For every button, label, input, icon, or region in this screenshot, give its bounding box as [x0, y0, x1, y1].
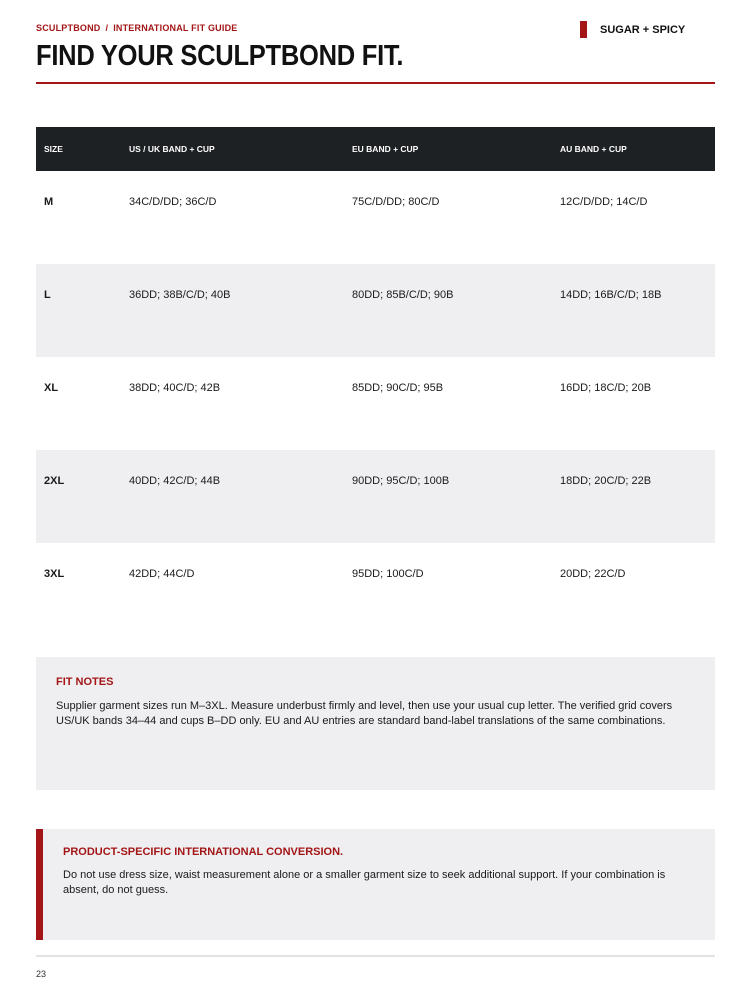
size-cell: XL	[44, 382, 59, 394]
breadcrumb-separator: /	[105, 23, 109, 33]
eu-cell: 85DD; 90C/D; 95B	[352, 382, 444, 394]
column-header-size: SIZE	[44, 144, 63, 154]
size-cell: 3XL	[44, 568, 65, 580]
eu-cell: 80DD; 85B/C/D; 90B	[352, 289, 454, 301]
fit-notes-panel	[36, 657, 715, 790]
fit-notes-body: Supplier garment sizes run M–3XL. Measure underbust firmly and level, then use your usual cup letter. The verified grid covers US/UK bands 34–44 and cups B–DD only. EU and AU entries are standard band-label translations of the same combinations.	[56, 700, 673, 727]
eu-cell: 75C/D/DD; 80C/D	[352, 196, 440, 208]
au-cell: 18DD; 20C/D; 22B	[560, 475, 652, 487]
breadcrumb-item-brand[interactable]: SCULPTBOND	[36, 23, 101, 33]
brand-mark-icon	[580, 21, 587, 38]
us-uk-cell: 36DD; 38B/C/D; 40B	[129, 289, 231, 301]
au-cell: 12C/D/DD; 14C/D	[560, 196, 648, 208]
au-cell: 14DD; 16B/C/D; 18B	[560, 289, 662, 301]
fit-notes-title: FIT NOTES	[56, 676, 114, 688]
brand-lockup	[580, 21, 685, 38]
page-title: FIND YOUR SCULPTBOND FIT.	[36, 40, 404, 72]
warning-body: Do not use dress size, waist measurement alone or a smaller garment size to seek additional support. If your combination is absent, do not guess.	[63, 869, 666, 896]
us-uk-cell: 38DD; 40C/D; 42B	[129, 382, 221, 394]
column-header-us-uk: US / UK BAND + CUP	[129, 144, 215, 154]
us-uk-cell: 34C/D/DD; 36C/D	[129, 196, 217, 208]
table-row	[36, 450, 715, 543]
conversion-warning-panel	[36, 829, 715, 940]
size-cell: 2XL	[44, 475, 65, 487]
table-header-row	[36, 127, 715, 171]
warning-title: PRODUCT-SPECIFIC INTERNATIONAL CONVERSION.	[63, 846, 344, 858]
au-cell: 16DD; 18C/D; 20B	[560, 382, 652, 394]
fit-table	[36, 127, 715, 636]
brand-name: SUGAR + SPICY	[600, 23, 686, 36]
column-header-au: AU BAND + CUP	[560, 144, 627, 154]
size-cell: M	[44, 196, 54, 208]
table-row	[36, 171, 715, 264]
breadcrumb	[36, 23, 237, 33]
au-cell: 20DD; 22C/D	[560, 568, 626, 580]
us-uk-cell: 42DD; 44C/D	[129, 568, 195, 580]
eu-cell: 95DD; 100C/D	[352, 568, 424, 580]
page-number: 23	[36, 969, 47, 979]
size-cell: L	[44, 289, 51, 301]
table-row	[36, 357, 715, 450]
footer-divider	[36, 955, 715, 957]
us-uk-cell: 40DD; 42C/D; 44B	[129, 475, 221, 487]
column-header-eu: EU BAND + CUP	[352, 144, 419, 154]
eu-cell: 90DD; 95C/D; 100B	[352, 475, 450, 487]
title-divider	[36, 82, 715, 84]
table-row	[36, 543, 715, 636]
breadcrumb-item-guide[interactable]: INTERNATIONAL FIT GUIDE	[113, 23, 238, 33]
table-row	[36, 264, 715, 357]
